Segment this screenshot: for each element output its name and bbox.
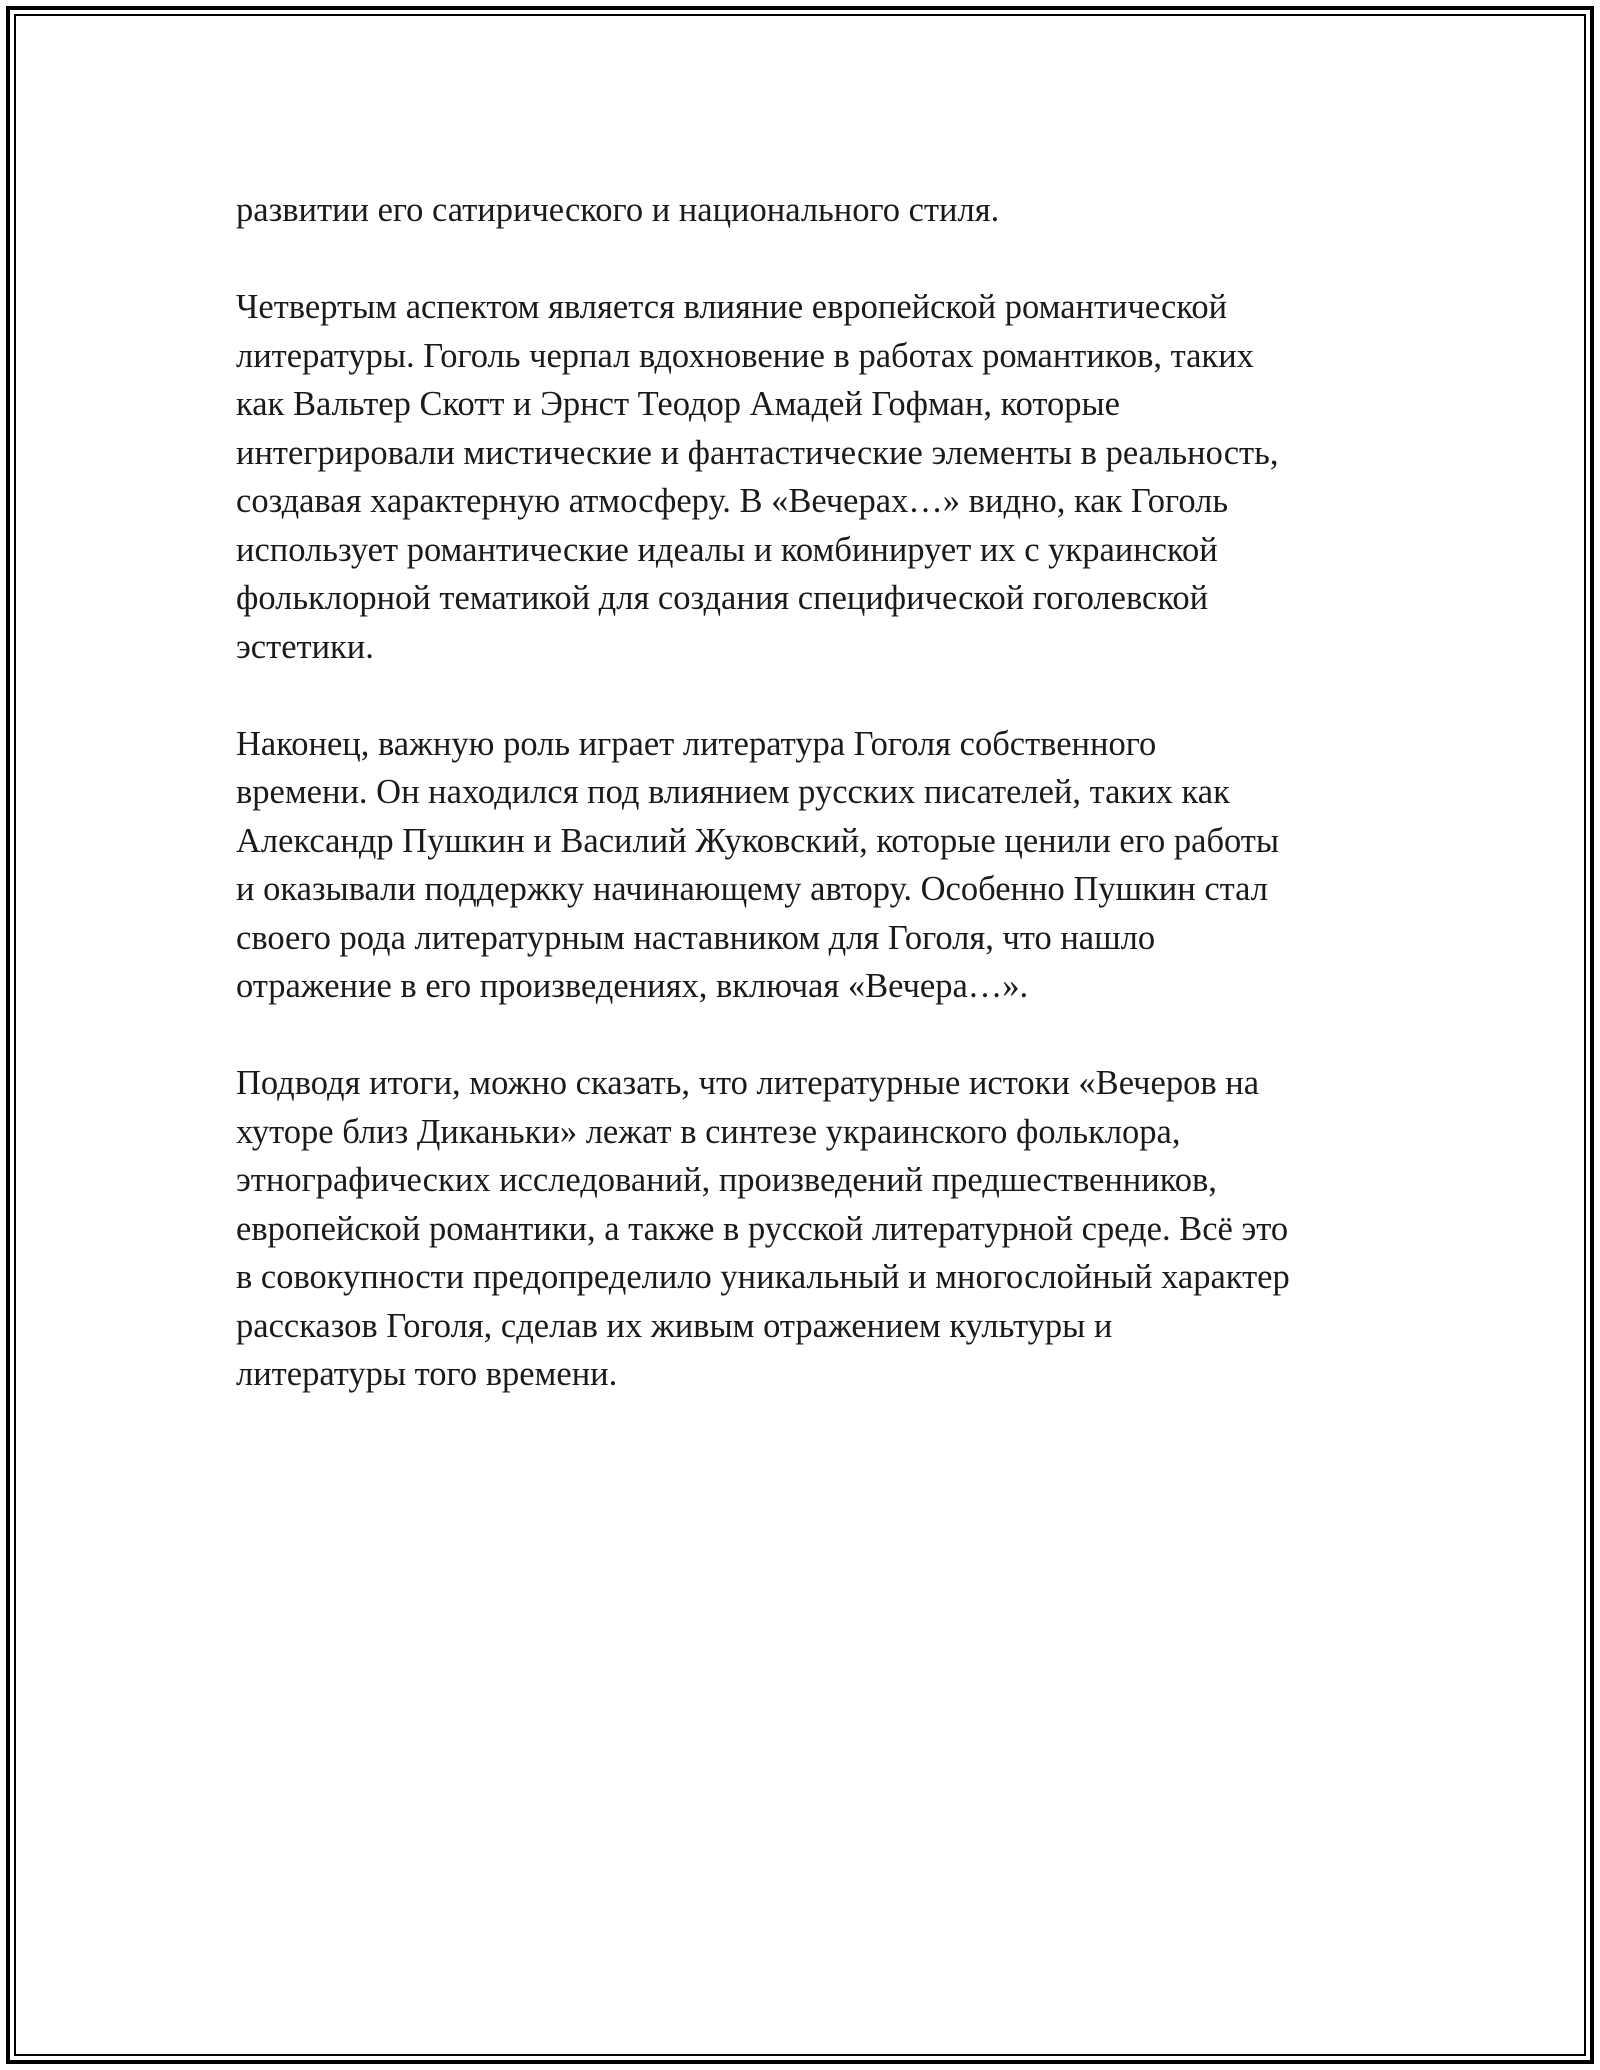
text-line: Четвертым аспектом является влияние европейской романтической	[236, 288, 1228, 326]
text-line: рассказов Гоголя, сделав их живым отражением культуры и	[236, 1306, 1113, 1345]
text-line: создавая характерную атмосферу. В «Вечерах…» видно, как Гоголь	[236, 482, 1229, 520]
text-line: и оказывали поддержку начинающему автору. Особенно Пушкин стал	[236, 870, 1269, 908]
text-line: отражение в его произведениях, включая «Вечера…».	[236, 967, 1029, 1005]
text-line: европейской романтики, а также в русской литературной среде. Всё это	[236, 1209, 1289, 1248]
paragraph-4	[236, 1059, 1396, 1399]
text-line: своего рода литературным наставником для Гоголя, что нашло	[236, 918, 1156, 957]
text-line: времени. Он находился под влиянием русских писателей, таких как	[236, 773, 1230, 811]
text-line: развитии его сатирического и национального стиля.	[236, 191, 1000, 229]
text-line: литературы. Гоголь черпал вдохновение в работах романтиков, таких	[236, 336, 1254, 375]
text-line: как Вальтер Скотт и Эрнст Теодор Амадей Гофман, которые	[236, 385, 1120, 423]
text-line: эстетики.	[236, 627, 374, 666]
paragraph-3	[236, 720, 1396, 1011]
text-line: Александр Пушкин и Василий Жуковский, которые ценили его работы	[236, 821, 1280, 860]
text-line: хуторе близ Диканьки» лежат в синтезе украинского фольклора,	[236, 1112, 1181, 1151]
text-line: литературы того времени.	[236, 1355, 618, 1393]
paragraph-1	[236, 186, 1396, 235]
document-body	[236, 186, 1396, 1447]
text-line: этнографических исследований, произведений предшественников,	[236, 1161, 1217, 1199]
text-line: в совокупности предопределило уникальный и многослойный характер	[236, 1258, 1290, 1296]
text-line: использует романтические идеалы и комбинирует их с украинской	[236, 530, 1218, 569]
text-line: Подводя итоги, можно сказать, что литературные истоки «Вечеров на	[236, 1064, 1260, 1102]
paragraph-2	[236, 283, 1396, 671]
text-line: Наконец, важную роль играет литература Гоголя собственного	[236, 724, 1157, 763]
text-line: фольклорной тематикой для создания специфической гоголевской	[236, 579, 1209, 617]
text-line: интегрировали мистические и фантастические элементы в реальность,	[236, 433, 1279, 472]
